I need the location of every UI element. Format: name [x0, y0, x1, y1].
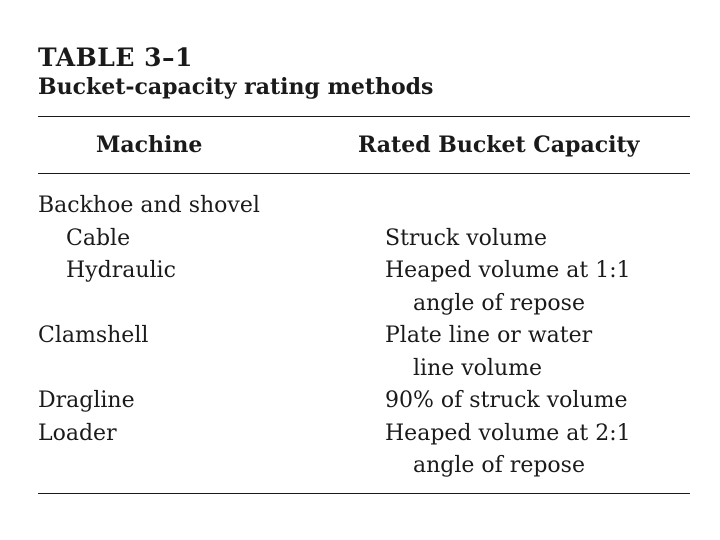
capacity-line-continued: line volume	[413, 355, 543, 381]
machine-cell: Cable	[66, 225, 131, 251]
column-header-machine: Machine	[96, 132, 203, 158]
capacity-cell	[385, 320, 690, 385]
capacity-cell	[385, 255, 690, 320]
capacity-line: 90% of struck volume	[385, 388, 628, 413]
capacity-line: Heaped volume at 2:1	[385, 420, 631, 446]
capacity-cell	[385, 190, 690, 223]
table-caption: Bucket-capacity rating methods	[38, 74, 434, 100]
machine-cell: Loader	[38, 420, 117, 446]
capacity-line-continued: angle of repose	[413, 453, 585, 478]
table-row	[38, 418, 690, 483]
column-header-capacity: Rated Bucket Capacity	[358, 132, 640, 158]
table-row	[38, 320, 690, 385]
table-body	[38, 174, 690, 493]
table-row	[38, 255, 690, 320]
table-3-1	[38, 44, 690, 494]
table-number: TABLE 3–1	[38, 43, 193, 72]
table-header-row	[38, 117, 690, 173]
capacity-line: Plate line or water	[385, 323, 593, 348]
capacity-line-continued: angle of repose	[413, 290, 585, 316]
machine-cell: Dragline	[38, 388, 135, 413]
capacity-line: Heaped volume at 1:1	[385, 258, 631, 283]
table-row	[38, 385, 690, 418]
bottom-rule	[38, 493, 690, 494]
table-row	[38, 190, 690, 223]
machine-cell: Clamshell	[38, 323, 149, 348]
capacity-cell	[385, 223, 690, 256]
capacity-cell	[385, 385, 690, 418]
capacity-line: Struck volume	[385, 225, 548, 251]
machine-cell: Backhoe and shovel	[38, 193, 260, 218]
machine-cell: Hydraulic	[66, 258, 176, 283]
capacity-cell	[385, 418, 690, 483]
table-row	[38, 223, 690, 256]
